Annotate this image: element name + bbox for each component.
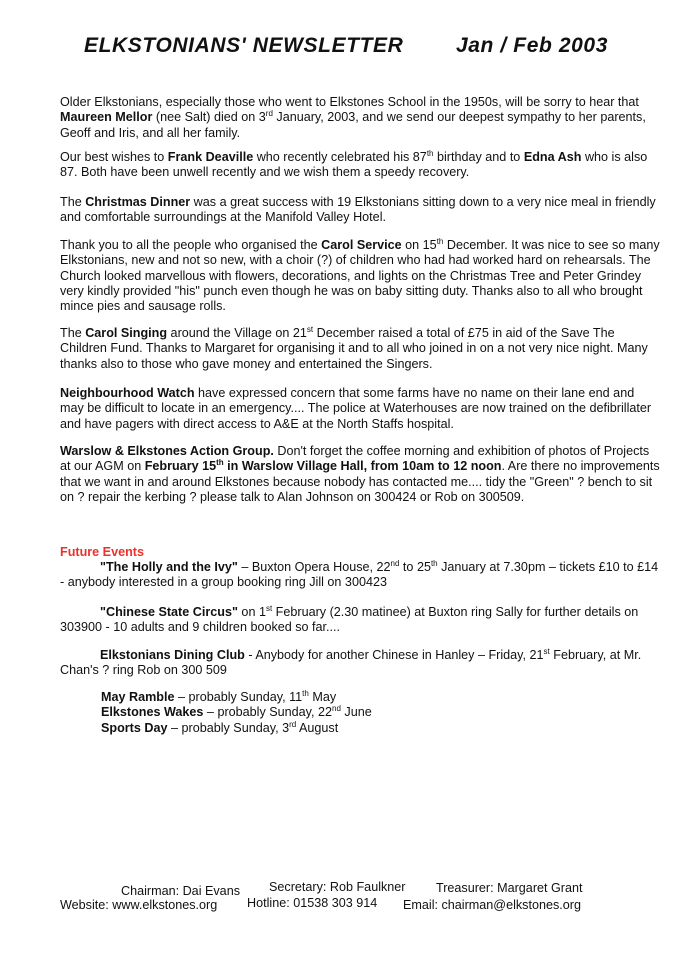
text: August <box>296 720 339 735</box>
text: January at 7.30pm – tickets £10 to £14 - anybody interested in a group booking ring Jill on 300423 <box>60 560 659 590</box>
text: Older Elkstonians, especially those who went to Elkstones School in the 1950s, will be sorry to hear that <box>60 95 639 109</box>
text: was a great success with 19 Elkstonians sitting down to a very nice meal in friendly and comfortable surroundings at the Manifold Valley Hotel. <box>60 195 656 225</box>
ordinal-suffix: th <box>430 559 438 568</box>
text: Don't forget the coffee morning and exhibition of photos of Projects at our AGM on <box>60 444 650 474</box>
text: The <box>60 195 86 209</box>
text: February (2.30 matinee) at Buxton ring Sally for further details on 303900 - 10 adults and 9 children booked so far.... <box>60 605 639 635</box>
paragraph-carol-singing <box>60 326 660 372</box>
event-title: "Chinese State Circus" <box>100 605 238 619</box>
bold-venue: in Warslow Village Hall, from 10am to 12 noon <box>223 459 502 474</box>
title-text: ELKSTONIANS' NEWSLETTER <box>84 34 404 57</box>
bold-name: Christmas Dinner <box>85 195 191 209</box>
text: who is also 87. Both have been unwell recently and we wish them a speedy recovery. <box>60 150 648 180</box>
bold-name: Warslow & Elkstones Action Group. <box>60 444 274 458</box>
event-label: May Ramble <box>101 690 175 704</box>
bold-name: Neighbourhood Watch <box>60 386 195 400</box>
footer-secretary: Secretary: Rob Faulkner <box>269 880 406 894</box>
bold-name: Carol Singing <box>85 326 168 340</box>
text: on 1 <box>237 605 266 619</box>
bold-date: February 15 <box>144 459 217 474</box>
paragraph-carol-service <box>60 238 660 314</box>
event-title: "The Holly and the Ivy" <box>100 560 238 574</box>
ordinal-suffix: st <box>306 325 314 334</box>
text: January, 2003, and we send our deepest sympathy to her parents, Geoff and Iris, and all her family. <box>60 110 646 140</box>
text: on 15 <box>401 238 437 252</box>
text: June <box>340 705 372 720</box>
list-item <box>101 690 372 705</box>
event-label: Sports Day <box>101 720 168 735</box>
issue-date: Jan / Feb 2003 <box>456 34 608 57</box>
ordinal-suffix: th <box>436 237 444 246</box>
event-label: Elkstones Wakes <box>101 705 204 720</box>
list-item <box>101 705 372 720</box>
footer-email: Email: chairman@elkstones.org <box>403 898 581 912</box>
event-chinese-state-circus <box>60 605 660 636</box>
text: December raised a total of £75 in aid of the Save The Children Fund. Thanks to Margaret for organising it and to all who joined in on a not very nice night. Many thanks also to those who gave money and entertained the Singers. <box>60 326 648 371</box>
footer-chairman: Chairman: Dai Evans <box>121 884 240 898</box>
bold-name: Maureen Mellor <box>60 110 153 125</box>
text: – probably Sunday, 11 <box>174 690 303 704</box>
ordinal-suffix: th <box>426 149 434 158</box>
bold-name: Edna Ash <box>523 150 582 164</box>
text: - Anybody for another Chinese in Hanley – Friday, 21 <box>244 648 544 662</box>
paragraph-action-group <box>60 444 660 505</box>
text: May <box>308 690 337 704</box>
text: Our best wishes to <box>60 150 168 164</box>
text: – probably Sunday, 22 <box>203 705 333 720</box>
ordinal-suffix: rd <box>265 109 273 119</box>
ordinal-suffix: st <box>265 604 273 613</box>
footer-website: Website: www.elkstones.org <box>60 898 218 912</box>
text: . Are there no improvements that we want in and around Elkstones because nobody has contacted me.... tidy the "Green" ? bench to sit on ? repair the kerbing ? please talk to Alan Johnson on 300424 or Rob on 300509. <box>60 459 660 504</box>
text: to 25 <box>399 560 431 574</box>
text: February, at Mr. Chan's ? ring Rob on 300 509 <box>60 648 642 678</box>
bold-name: Frank Deaville <box>167 150 254 164</box>
text: Thank you to all the people who organised the <box>60 238 322 252</box>
newsletter-title <box>84 34 644 58</box>
text: birthday and to <box>433 150 524 164</box>
ordinal-suffix: rd <box>289 719 297 729</box>
paragraph-neighbourhood-watch <box>60 386 660 432</box>
event-dining-club <box>60 648 660 679</box>
ordinal-suffix: th <box>302 689 309 698</box>
list-item <box>101 721 372 736</box>
text: – Buxton Opera House, 22 <box>237 560 391 574</box>
bold-name: Carol Service <box>321 238 402 252</box>
text: have expressed concern that some farms have no name on their lane end and may be difficult to locate in an emergency.... The police at Waterhouses are now trained on the defibrillater and have pagers with direct access to A&E at the North Staffs hospital. <box>60 386 652 431</box>
text: December. It was nice to see so many Elkstonians, new and not so new, with a choir (?) of children who had had worked hard on rehearsals. The Church looked marvellous with flowers, decorations, and lights on the Christmas Tree and Peter Grindey very kindly provided "his" punch even though he was on baby sitting duty. Thanks also to all who brought mince pies and sausage rolls. <box>60 238 660 314</box>
paragraph-maureen-mellor <box>60 95 660 141</box>
text: around the Village on 21 <box>167 326 307 340</box>
ordinal-suffix: nd <box>390 559 400 568</box>
text: (nee Salt) died on 3 <box>152 110 266 125</box>
future-events-heading: Future Events <box>60 545 144 559</box>
paragraph-christmas-dinner <box>60 195 660 226</box>
event-holly-and-ivy <box>60 560 660 591</box>
upcoming-dates-list <box>101 690 372 736</box>
text: – probably Sunday, 3 <box>167 720 290 735</box>
text: who recently celebrated his 87 <box>253 150 427 164</box>
footer-hotline: Hotline: 01538 303 914 <box>247 896 378 910</box>
paragraph-birthdays <box>60 150 660 181</box>
ordinal-suffix: nd <box>332 704 341 714</box>
footer-treasurer: Treasurer: Margaret Grant <box>436 881 583 895</box>
ordinal-suffix: th <box>216 458 224 468</box>
text: The <box>60 326 86 340</box>
ordinal-suffix: st <box>543 647 550 656</box>
event-title: Elkstonians Dining Club <box>100 648 245 662</box>
